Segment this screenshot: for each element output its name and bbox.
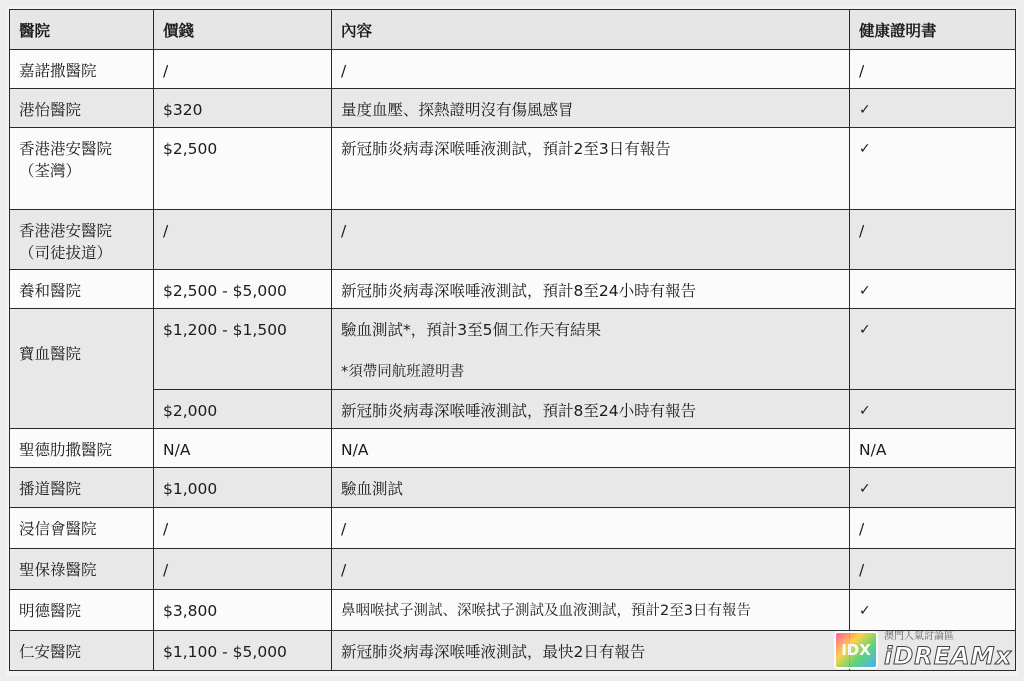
watermark-brand: iDREAMx [884,642,1012,670]
cell-hospital: 港怡醫院 [10,89,154,128]
cell-price: $1,000 [154,468,332,508]
content-text: 驗血測試*，預計3至5個工作天有結果 [341,321,601,339]
cell-price: $1,100 - $5,000 [154,631,332,671]
cell-price: $3,800 [154,590,332,631]
cell-cert: / [850,210,1016,270]
cell-hospital: 香港港安醫院 （司徒拔道） [10,210,154,270]
watermark-caption: 澳門人氣討論區 [884,631,955,642]
header-health-cert: 健康證明書 [850,10,1016,50]
cell-cert: ✓ [850,89,1016,128]
cell-price: $1,200 - $1,500 [154,309,332,390]
table-row [10,429,1016,468]
cell-content: / [332,549,850,590]
cell-price: / [154,508,332,549]
cell-hospital: 仁安醫院 [10,631,154,671]
table-row [10,390,1016,429]
cell-content: N/A [332,429,850,468]
cell-cert: / [850,50,1016,89]
cell-hospital: 寶血醫院 [10,309,154,429]
cell-content: / [332,508,850,549]
cell-hospital: 養和醫院 [10,270,154,309]
cell-cert: ✓ [850,128,1016,210]
cell-cert: ✓ [850,590,1016,631]
cell-cert: ✓ [850,270,1016,309]
cell-content: 新冠肺炎病毒深喉唾液測試，預計2至3日有報告 [332,128,850,210]
cell-price: / [154,549,332,590]
cell-cert: ✓ [850,390,1016,429]
cell-hospital: 嘉諾撒醫院 [10,50,154,89]
cell-price: $2,500 - $5,000 [154,270,332,309]
cell-hospital: 浸信會醫院 [10,508,154,549]
cell-price: $2,500 [154,128,332,210]
cell-price: $2,000 [154,390,332,429]
cell-price: N/A [154,429,332,468]
cell-price: / [154,210,332,270]
cell-hospital: 播道醫院 [10,468,154,508]
table-row [10,508,1016,549]
table-row [10,468,1016,508]
table-row [10,309,1016,390]
idreamx-watermark [834,631,1012,669]
hospital-price-table [9,9,1016,671]
price-table-sheet [6,6,1018,676]
table-header-row [10,10,1016,50]
cell-cert: N/A [850,429,1016,468]
cell-hospital: 明德醫院 [10,590,154,631]
cell-cert: / [850,508,1016,549]
header-price: 價錢 [154,10,332,50]
cell-hospital: 聖保祿醫院 [10,549,154,590]
cell-price: / [154,50,332,89]
cell-hospital: 聖德肋撒醫院 [10,429,154,468]
cell-content: 新冠肺炎病毒深喉唾液測試，預計8至24小時有報告 [332,390,850,429]
table-row [10,210,1016,270]
cell-content: / [332,50,850,89]
cell-cert: / [850,549,1016,590]
cell-content: 新冠肺炎病毒深喉唾液測試，最快2日有報告 [332,631,850,671]
table-row [10,50,1016,89]
table-row [10,270,1016,309]
cell-hospital: 香港港安醫院 （荃灣） [10,128,154,210]
cell-content: / [332,210,850,270]
header-hospital: 醫院 [10,10,154,50]
table-row [10,89,1016,128]
table-row [10,128,1016,210]
header-content: 內容 [332,10,850,50]
cell-content: 驗血測試 [332,468,850,508]
cell-content [332,309,850,390]
cell-price: $320 [154,89,332,128]
table-row [10,590,1016,631]
cell-content: 量度血壓、探熱證明沒有傷風感冒 [332,89,850,128]
table-row [10,549,1016,590]
cell-cert: ✓ [850,309,1016,390]
cell-content: 新冠肺炎病毒深喉唾液測試，預計8至24小時有報告 [332,270,850,309]
cell-cert: ✓ [850,468,1016,508]
idx-logo-icon: IDX [834,631,878,669]
cell-content: 鼻咽喉拭子測試、深喉拭子測試及血液測試，預計2至3日有報告 [332,590,850,631]
content-note: *須帶同航班證明書 [341,364,465,380]
